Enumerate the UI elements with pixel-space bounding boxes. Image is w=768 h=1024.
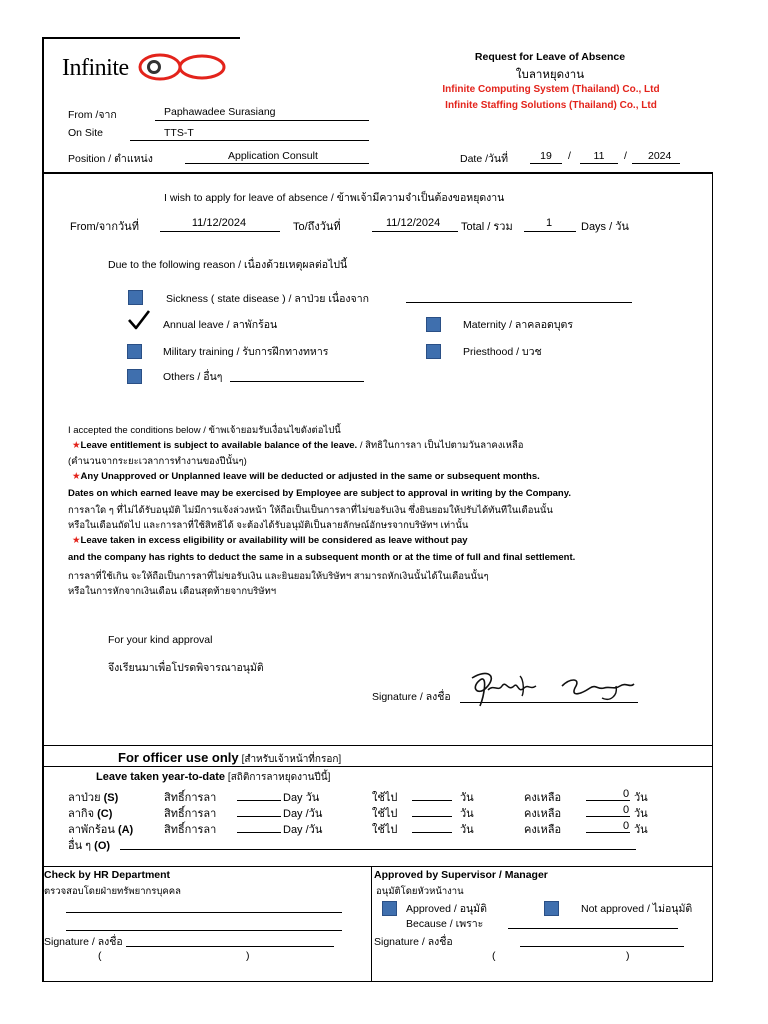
ytd-row-other: อื่น ๆ (O) (68, 840, 111, 852)
approved-label: Approved / อนุมัติ (406, 903, 487, 915)
ytd-other-underline (120, 849, 636, 850)
condition-2 (72, 471, 540, 482)
priesthood-label: Priesthood / บวช (463, 346, 542, 358)
supervisor-title: Approved by Supervisor / Manager (374, 869, 548, 881)
sickness-label: Sickness ( state disease ) / ลาป่วย เนื่องจาก (166, 293, 369, 305)
kind-approval-en: For your kind approval (108, 634, 213, 646)
hr-signature-label: Signature / ลงชื่อ (44, 936, 123, 948)
condition-2-en: Any Unapproved or Unplanned leave will be deducted or adjusted in the same or subsequent months. (80, 471, 540, 482)
condition-1 (72, 438, 523, 453)
others-checkbox[interactable] (127, 369, 142, 384)
military-checkbox[interactable] (127, 344, 142, 359)
onsite-underline (130, 140, 369, 141)
ytd-row-day: Day วัน (283, 792, 320, 804)
date-year[interactable]: 2024 (648, 150, 672, 162)
ytd-row-unit: วัน (460, 824, 474, 836)
annual-label: Annual leave / ลาพักร้อน (163, 319, 278, 331)
star-icon: ★ (72, 440, 81, 451)
military-label: Military training / รับการฝึกทางทหาร (163, 346, 329, 358)
condition-2-th: การลาใด ๆ ที่ไม่ได้รับอนุมัติ ไม่มีการแจ้งล่วงหน้า ให้ถือเป็นเป็นการลาที่ไม่ขอรับเงิน ซึ่งยินยอมให้ปรับได้ทันทีในเดือนนั้น (68, 505, 553, 516)
condition-1-th: / สิทธิในการลา เป็นไปตามวันลาคงเหลือ (357, 440, 524, 451)
logo-text: Infinite (62, 55, 129, 81)
hr-subtitle: ตรวจสอบโดยฝ่ายทรัพยากรบุคคล (44, 886, 181, 897)
officer-title-th: [สำหรับเจ้าหน้าที่กรอก] (241, 754, 342, 765)
not-approved-label: Not approved / ไม่อนุมัติ (581, 903, 693, 915)
ytd-row-right-underline (237, 832, 281, 833)
supervisor-signature-label: Signature / ลงชื่อ (374, 936, 453, 948)
ytd-row-right-underline (237, 800, 281, 801)
hr-line-1 (66, 912, 342, 913)
handwritten-signature (458, 666, 648, 710)
star-icon: ★ (72, 535, 81, 546)
to-date-label: To/ถึงวันที่ (293, 221, 341, 233)
hr-paren-close: ) (246, 950, 250, 962)
ytd-row-right: สิทธิ์การลา (164, 792, 217, 804)
ytd-row-value: 0 (623, 820, 630, 832)
to-date-value[interactable]: 11/12/2024 (386, 217, 441, 229)
total-value[interactable]: 1 (545, 217, 553, 229)
because-underline (508, 928, 678, 929)
company-name-2: Infinite Staffing Solutions (Thailand) Co., Ltd (445, 100, 657, 111)
divider-vertical (371, 866, 372, 982)
hr-paren-open: ( (98, 950, 102, 962)
ytd-row-remain-underline (586, 800, 630, 801)
frame-bottom (42, 981, 713, 982)
date-label: Date /วันที่ (460, 153, 509, 165)
ytd-row-used: ใช้ไป (372, 792, 398, 804)
hr-signature-underline (126, 946, 334, 947)
ytd-row-unit: วัน (460, 808, 474, 820)
officer-title-en: For officer use only (118, 750, 239, 765)
from-underline (155, 120, 369, 121)
ytd-row-label: ลาป่วย (S) (68, 792, 119, 804)
frame-right (712, 172, 713, 982)
ytd-row-used: ใช้ไป (372, 824, 398, 836)
ytd-row-unit2: วัน (634, 808, 648, 820)
ytd-row-unit: วัน (460, 792, 474, 804)
total-label: Total / รวม (461, 221, 513, 233)
ytd-title (96, 770, 330, 785)
from-value[interactable]: Paphawadee Surasiang (164, 106, 276, 118)
priesthood-checkbox[interactable] (426, 344, 441, 359)
from-date-underline (160, 231, 280, 232)
ytd-row-label: ลากิจ (C) (68, 808, 113, 820)
condition-2-en2: Dates on which earned leave may be exercised by Employee are subject to approval in writing by the Company. (68, 488, 571, 499)
ytd-title-en: Leave taken year-to-date (96, 771, 225, 783)
approved-checkbox[interactable] (382, 901, 397, 916)
onsite-value[interactable]: TTS-T (164, 127, 194, 139)
from-label: From /จาก (68, 109, 117, 121)
ytd-row-remain: คงเหลือ (524, 792, 562, 804)
ytd-row-right: สิทธิ์การลา (164, 808, 217, 820)
condition-3-th2: หรือในการหักจากเงินเดือน เดือนสุดท้ายจากบริษัทฯ (68, 586, 277, 597)
supervisor-subtitle: อนุมัติโดยหัวหน้างาน (376, 886, 464, 897)
logo-infinity-icon (132, 50, 232, 84)
frame-top-left (42, 37, 240, 39)
ytd-row-used: ใช้ไป (372, 808, 398, 820)
ytd-title-th: [สถิติการลาหยุดงานปีนี้] (227, 772, 331, 783)
condition-2-th2: หรือในเดือนถัดไป และการลาที่ใช้สิทธิได้ จะต้องได้รับอนุมัติเป็นลายลักษณ์อักษรจากบริษัทฯ เท่านั้น (68, 520, 469, 531)
condition-3-en2: and the company has rights to deduct the same in a subsequent month or at the time of full and final settlement. (68, 552, 576, 563)
supervisor-paren-close: ) (626, 950, 630, 962)
from-date-value[interactable]: 11/12/2024 (191, 217, 247, 229)
officer-title (118, 750, 341, 767)
not-approved-checkbox[interactable] (544, 901, 559, 916)
kind-approval-th: จึงเรียนมาเพื่อโปรดพิจารณาอนุมัติ (108, 662, 264, 674)
ytd-row-value: 0 (623, 788, 630, 800)
ytd-row-right-underline (237, 816, 281, 817)
hr-title: Check by HR Department (44, 869, 171, 881)
position-underline (185, 163, 369, 164)
ytd-row-remain: คงเหลือ (524, 808, 562, 820)
conditions-intro: I accepted the conditions below / ข้าพเจ้ายอมรับเงื่อนไขดังต่อไปนี้ (68, 425, 341, 436)
date-month[interactable]: 11 (593, 150, 605, 162)
annual-checkmark-icon[interactable] (127, 309, 151, 331)
ytd-row-unit2: วัน (634, 792, 648, 804)
condition-1-th2: (คำนวนจากระยะเวลาการทำงานของปีนั้นๆ) (68, 456, 247, 467)
date-slash-2: / (624, 150, 627, 162)
star-icon: ★ (72, 471, 81, 482)
date-year-underline (632, 163, 680, 164)
title-en: Request for Leave of Absence (474, 51, 626, 63)
total-underline (524, 231, 576, 232)
ytd-row-unit2: วัน (634, 824, 648, 836)
ytd-row-remain: คงเหลือ (524, 824, 562, 836)
ytd-row-value: 0 (623, 804, 630, 816)
request-intro: I wish to apply for leave of absence / ข้าพเจ้ามีความจำเป็นต้องขอหยุดงาน (164, 192, 505, 204)
supervisor-paren-open: ( (492, 950, 496, 962)
maternity-checkbox[interactable] (426, 317, 441, 332)
condition-3-en: Leave taken in excess eligibility or availability will be considered as leave without pay (80, 535, 468, 546)
others-underline (230, 381, 364, 382)
sickness-checkbox[interactable] (128, 290, 143, 305)
days-label: Days / วัน (581, 221, 629, 233)
ytd-row-used-underline (412, 800, 452, 801)
ytd-row-day: Day /วัน (283, 808, 323, 820)
divider-header (42, 172, 713, 174)
because-label: Because / เพราะ (406, 918, 484, 930)
condition-3-th: การลาที่ใช้เกิน จะให้ถือเป็นการลาที่ไม่ขอรับเงิน และยินยอมให้บริษัทฯ สามารถหักเงินนั้นได้ในเดือนนั้นๆ (68, 571, 489, 582)
onsite-label: On Site (68, 127, 104, 139)
ytd-row-remain-underline (586, 832, 630, 833)
date-day-underline (530, 163, 562, 164)
ytd-row-day: Day /วัน (283, 824, 323, 836)
date-day[interactable]: 19 (540, 150, 552, 162)
title-th: ใบลาหยุดงาน (515, 69, 585, 81)
sickness-underline (406, 302, 632, 303)
maternity-label: Maternity / ลาคลอดบุตร (463, 319, 573, 331)
signature-label: Signature / ลงชื่อ (372, 691, 451, 703)
frame-left (42, 37, 44, 982)
hr-line-2 (66, 930, 342, 931)
others-label: Others / อื่นๆ (163, 371, 223, 383)
company-name-1: Infinite Computing System (Thailand) Co., Ltd (442, 84, 660, 95)
condition-3 (72, 535, 468, 546)
position-label: Position / ตำแหน่ง (68, 153, 153, 165)
position-value[interactable]: Application Consult (228, 150, 318, 162)
from-date-label: From/จากวันที่ (70, 221, 139, 233)
company-logo (62, 50, 232, 84)
ytd-row-remain-underline (586, 816, 630, 817)
divider-officer (42, 745, 713, 746)
to-date-underline (372, 231, 458, 232)
date-month-underline (580, 163, 618, 164)
ytd-row-used-underline (412, 832, 452, 833)
reason-intro: Due to the following reason / เนื่องด้วยเหตุผลต่อไปนี้ (108, 259, 348, 271)
ytd-row-label: ลาพักร้อน (A) (68, 824, 134, 836)
ytd-row-used-underline (412, 816, 452, 817)
condition-1-en: Leave entitlement is subject to available balance of the leave. (80, 440, 358, 451)
ytd-row-right: สิทธิ์การลา (164, 824, 217, 836)
date-slash-1: / (568, 150, 571, 162)
divider-approval (42, 866, 713, 867)
supervisor-signature-underline (520, 946, 684, 947)
